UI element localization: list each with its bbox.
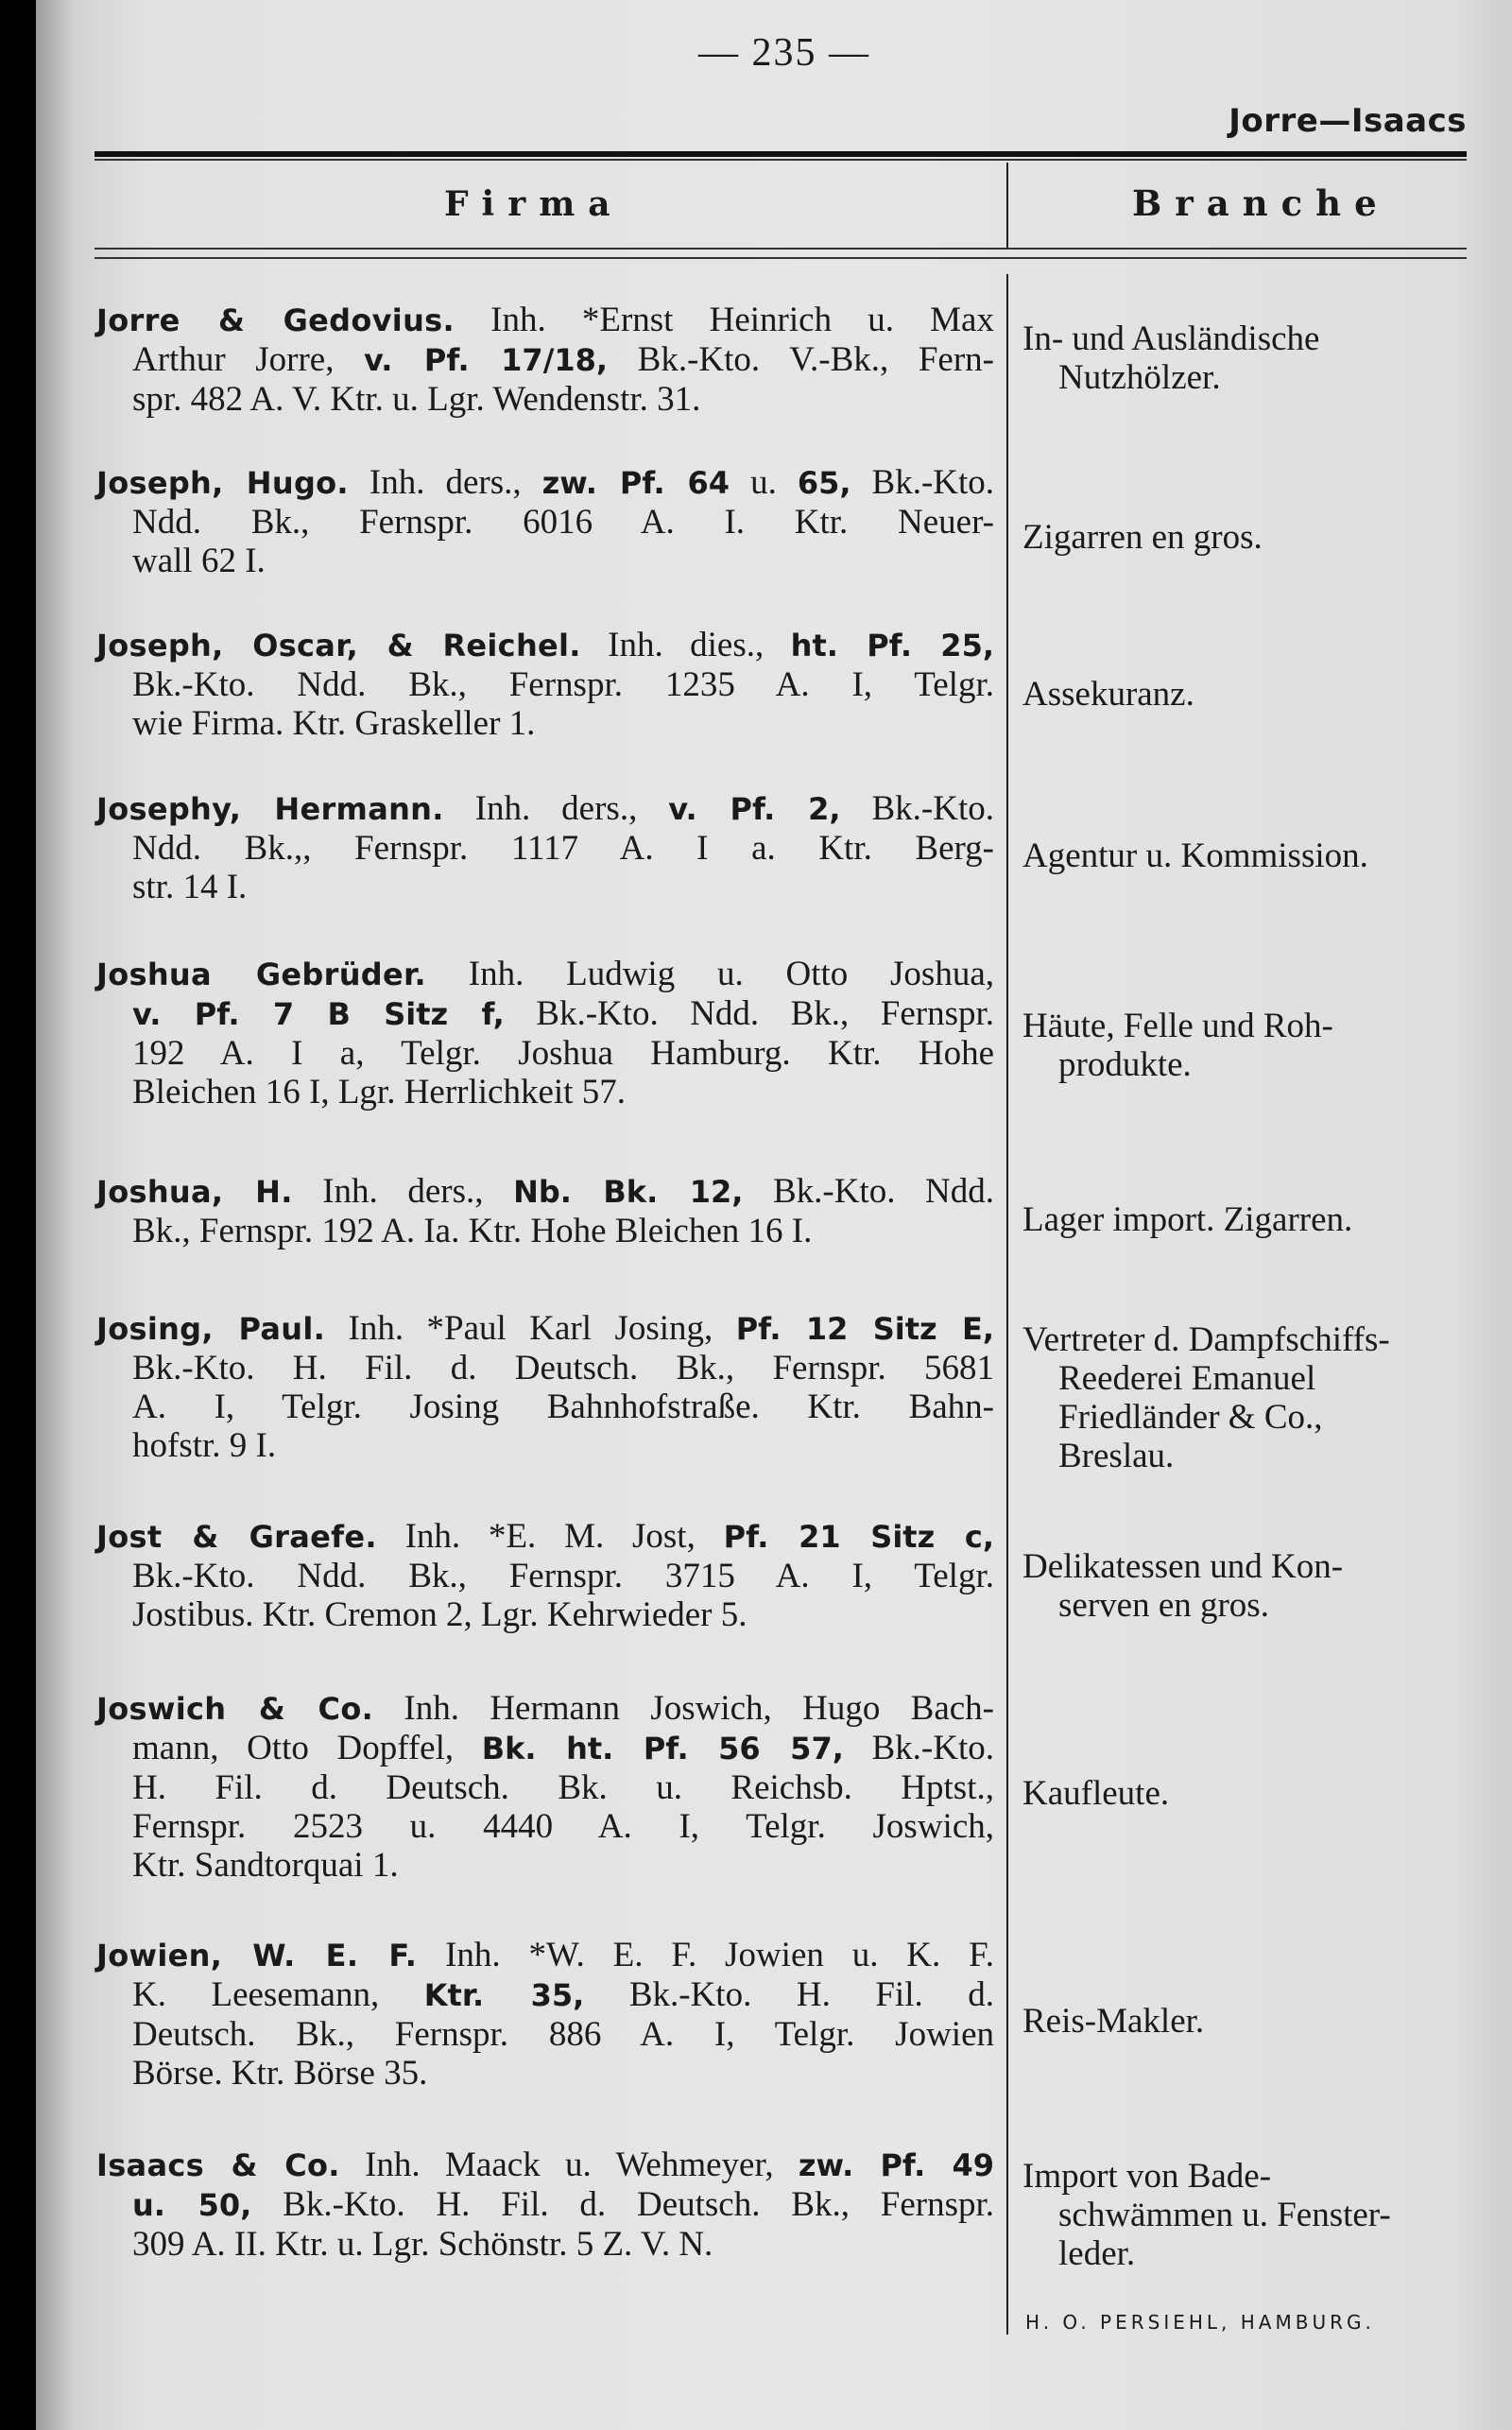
- bold-reference: zw. Pf. 49: [798, 2147, 995, 2183]
- branche-line: Friedländer & Co.,: [1058, 1398, 1323, 1437]
- entry-text: mann, Otto Dopffel,: [132, 1729, 482, 1767]
- entry-first-line: [96, 789, 994, 829]
- column-divider-heading: [1006, 163, 1008, 248]
- entry-text: Inh. Ludwig u. Otto Joshua,: [425, 955, 994, 993]
- branche-line: Reis-Makler.: [1022, 2002, 1205, 2041]
- entry-text: Bk.-Kto.: [840, 789, 994, 828]
- heading-double-rule-upper: [94, 248, 1467, 250]
- entry-first-line: [96, 626, 994, 665]
- firm-name: Jost & Graefe.: [96, 1519, 377, 1555]
- branche-entry: [1022, 836, 1467, 875]
- firm-entry: [96, 1309, 994, 1465]
- bold-reference: u. 50,: [132, 2187, 252, 2223]
- entry-first-line: [96, 1517, 994, 1557]
- branche-entry: [1022, 2002, 1467, 2041]
- branche-line: Nutzhölzer.: [1058, 358, 1221, 397]
- entry-text: Deutsch. Bk., Fernspr. 886 A. I, Telgr. Jowien: [132, 2015, 994, 2054]
- firm-entry: [96, 1936, 994, 2093]
- entry-text: Arthur Jorre,: [132, 340, 365, 379]
- branche-line: Delikatessen und Kon-: [1022, 1547, 1344, 1586]
- entry-text: Inh. Hermann Joswich, Hugo Bach-: [373, 1689, 994, 1728]
- entry-text: Bk.-Kto. H. Fil. d.: [584, 1975, 995, 2014]
- entry-text: Inh. *Paul Karl Josing,: [325, 1309, 736, 1348]
- entry-line: [96, 994, 994, 1034]
- entry-text: Bk.-Kto. H. Fil. d. Deutsch. Bk., Fernspr. 5681: [132, 1349, 994, 1387]
- entry-text: Bk.-Kto. V.-Bk., Fern-: [608, 340, 995, 379]
- entry-line: [96, 1073, 994, 1112]
- entry-text: Inh. ders.,: [348, 463, 542, 502]
- firm-entry: [96, 301, 994, 419]
- heading-double-rule-lower: [94, 257, 1467, 259]
- entry-text: Bk.-Kto. Ndd. Bk., Fernspr.: [504, 994, 995, 1033]
- entry-text: K. Leesemann,: [132, 1975, 424, 2014]
- branche-line: leder.: [1058, 2234, 1136, 2273]
- branche-entry: [1022, 1007, 1467, 1084]
- column-heading-firma: Firma: [444, 184, 624, 224]
- column-divider-body: [1006, 274, 1008, 2335]
- bold-reference: v. Pf. 2,: [668, 791, 841, 827]
- entry-text: Inh. ders.,: [292, 1172, 514, 1211]
- running-head: Jorre—Isaacs: [1228, 102, 1467, 140]
- entry-line: [96, 542, 994, 580]
- branche-line: Lager import. Zigarren.: [1022, 1200, 1353, 1239]
- entry-line: [96, 665, 994, 704]
- entry-text: 309 A. II. Ktr. u. Lgr. Schönstr. 5 Z. V. N.: [132, 2225, 713, 2264]
- firm-name: Josing, Paul.: [96, 1311, 326, 1347]
- entry-first-line: [96, 1936, 994, 1975]
- entry-text: Fernspr. 2523 u. 4440 A. I, Telgr. Joswich,: [132, 1807, 994, 1846]
- bold-reference: zw. Pf. 64: [541, 465, 730, 501]
- header-rule-thin: [94, 159, 1467, 161]
- entry-text: Bk., Fernspr. 192 A. Ia. Ktr. Hohe Bleichen 16 I.: [132, 1212, 813, 1250]
- entry-text: Börse. Ktr. Börse 35.: [132, 2054, 428, 2093]
- firm-name: Joseph, Hugo.: [96, 465, 349, 501]
- branche-line: produkte.: [1058, 1045, 1192, 1084]
- entry-first-line: [96, 301, 994, 340]
- entry-text: H. Fil. d. Deutsch. Bk. u. Reichsb. Hptst.,: [132, 1768, 994, 1807]
- entry-text: Inh. *E. M. Jost,: [376, 1517, 724, 1556]
- entry-line: [96, 1846, 994, 1885]
- firm-entry: [96, 463, 994, 580]
- entry-line: [96, 1807, 994, 1846]
- firm-entry: [96, 626, 994, 743]
- firm-name: Jowien, W. E. F.: [96, 1938, 418, 1973]
- firm-name: Joseph, Oscar, & Reichel.: [96, 628, 581, 664]
- entry-line: [96, 1557, 994, 1595]
- entry-text: Inh. ders.,: [443, 789, 669, 828]
- branche-line: Kaufleute.: [1022, 1774, 1170, 1813]
- entry-line: [96, 868, 994, 906]
- entry-line: [96, 1975, 994, 2015]
- firm-name: Joswich & Co.: [96, 1691, 374, 1727]
- entry-text: u.: [730, 463, 798, 502]
- entry-text: hofstr. 9 I.: [132, 1426, 277, 1465]
- bold-reference: Bk. ht. Pf. 56 57,: [481, 1731, 844, 1766]
- branche-line: Vertreter d. Dampfschiffs-: [1022, 1320, 1390, 1359]
- entry-text: str. 14 I.: [132, 868, 248, 906]
- header-rule-thick: [94, 151, 1467, 157]
- branche-entry: [1022, 1774, 1467, 1813]
- entry-text: Inh. dies.,: [580, 626, 791, 664]
- entry-text: A. I, Telgr. Josing Bahnhofstraße. Ktr. Bahn-: [132, 1387, 994, 1426]
- branche-line: Zigarren en gros.: [1022, 518, 1263, 557]
- entry-line: [96, 2054, 994, 2093]
- entry-line: [96, 503, 994, 542]
- branche-entry: [1022, 2157, 1467, 2273]
- entry-text: wie Firma. Ktr. Graskeller 1.: [132, 704, 536, 743]
- entry-text: spr. 482 A. V. Ktr. u. Lgr. Wendenstr. 31.: [132, 380, 701, 419]
- entry-text: Ndd. Bk.,, Fernspr. 1117 A. I a. Ktr. Berg-: [132, 829, 994, 868]
- entry-text: Bk.-Kto.: [843, 1729, 994, 1767]
- entry-line: [96, 704, 994, 743]
- entry-first-line: [96, 1689, 994, 1729]
- entry-first-line: [96, 2146, 994, 2185]
- page-number: — 235 —: [698, 31, 870, 75]
- entry-line: [96, 1768, 994, 1807]
- firm-entry: [96, 1172, 994, 1250]
- entry-first-line: [96, 463, 994, 503]
- entry-line: [96, 340, 994, 380]
- entry-line: [96, 2015, 994, 2054]
- entry-line: [96, 1034, 994, 1073]
- bold-reference: Nb. Bk. 12,: [513, 1174, 744, 1210]
- entry-text: Bk.-Kto. Ndd. Bk., Fernspr. 3715 A. I, Telgr.: [132, 1557, 994, 1595]
- firm-entry: [96, 1517, 994, 1634]
- entry-text: wall 62 I.: [132, 542, 266, 580]
- entry-line: [96, 2225, 994, 2264]
- entry-text: Bk.-Kto. H. Fil. d. Deutsch. Bk., Fernspr.: [251, 2185, 995, 2224]
- firm-name: Isaacs & Co.: [96, 2147, 340, 2183]
- entry-line: [96, 1387, 994, 1426]
- entry-text: Bleichen 16 I, Lgr. Herrlichkeit 57.: [132, 1073, 626, 1112]
- bold-reference: v. Pf. 17/18,: [364, 342, 609, 378]
- entry-text: 192 A. I a, Telgr. Joshua Hamburg. Ktr. Hohe: [132, 1034, 994, 1073]
- bold-reference: 65,: [797, 465, 851, 501]
- entry-line: [96, 1212, 994, 1250]
- entry-text: Inh. *W. E. F. Jowien u. K. F.: [417, 1936, 994, 1974]
- entry-line: [96, 1426, 994, 1465]
- branche-entry: [1022, 518, 1467, 557]
- entry-line: [96, 2185, 994, 2225]
- bold-reference: v. Pf. 7 B Sitz f,: [132, 996, 505, 1032]
- bold-reference: ht. Pf. 25,: [790, 628, 994, 664]
- branche-line: schwämmen u. Fenster-: [1058, 2196, 1391, 2234]
- entry-line: [96, 380, 994, 419]
- branche-line: Assekuranz.: [1022, 675, 1194, 714]
- printer-imprint: H. O. PERSIEHL, HAMBURG.: [1025, 2311, 1375, 2334]
- entry-text: Jostibus. Ktr. Cremon 2, Lgr. Kehrwieder 5.: [132, 1595, 747, 1634]
- firm-name: Jorre & Gedovius.: [96, 302, 455, 338]
- branche-line: Häute, Felle und Roh-: [1022, 1007, 1333, 1045]
- entry-text: Ktr. Sandtorquai 1.: [132, 1846, 399, 1885]
- firm-name: Josephy, Hermann.: [96, 791, 444, 827]
- entry-text: Bk.-Kto. Ndd. Bk., Fernspr. 1235 A. I, Telgr.: [132, 665, 994, 704]
- entry-text: Inh. *Ernst Heinrich u. Max: [454, 301, 994, 339]
- branche-line: Agentur u. Kommission.: [1022, 836, 1368, 875]
- firm-entry: [96, 2146, 994, 2264]
- branche-entry: [1022, 1200, 1467, 1239]
- branche-entry: [1022, 1547, 1467, 1625]
- firm-entry: [96, 1689, 994, 1885]
- bold-reference: Pf. 12 Sitz E,: [735, 1311, 994, 1347]
- entry-text: Bk.-Kto. Ndd.: [743, 1172, 995, 1211]
- entry-first-line: [96, 955, 994, 994]
- bold-reference: Ktr. 35,: [423, 1977, 585, 2013]
- entry-line: [96, 829, 994, 868]
- branche-line: serven en gros.: [1058, 1586, 1269, 1625]
- entry-text: Ndd. Bk., Fernspr. 6016 A. I. Ktr. Neuer-: [132, 503, 994, 542]
- branche-line: Import von Bade-: [1022, 2157, 1272, 2196]
- entry-line: [96, 1595, 994, 1634]
- firm-name: Joshua Gebrüder.: [96, 956, 426, 992]
- bold-reference: Pf. 21 Sitz c,: [723, 1519, 995, 1555]
- column-heading-branche: Branche: [1132, 182, 1390, 224]
- firm-name: Joshua, H.: [96, 1174, 293, 1210]
- entry-first-line: [96, 1172, 994, 1212]
- branche-entry: [1022, 319, 1467, 397]
- branche-line: Breslau.: [1058, 1437, 1175, 1475]
- branche-entry: [1022, 1320, 1467, 1475]
- entry-first-line: [96, 1309, 994, 1349]
- entry-text: Bk.-Kto.: [850, 463, 995, 502]
- branche-entry: [1022, 675, 1467, 714]
- entry-line: [96, 1349, 994, 1387]
- branche-line: Reederei Emanuel: [1058, 1359, 1316, 1398]
- firm-entry: [96, 789, 994, 906]
- entry-line: [96, 1729, 994, 1768]
- firm-entry: [96, 955, 994, 1112]
- branche-line: In- und Ausländische: [1022, 319, 1320, 358]
- entry-text: Inh. Maack u. Wehmeyer,: [339, 2146, 799, 2184]
